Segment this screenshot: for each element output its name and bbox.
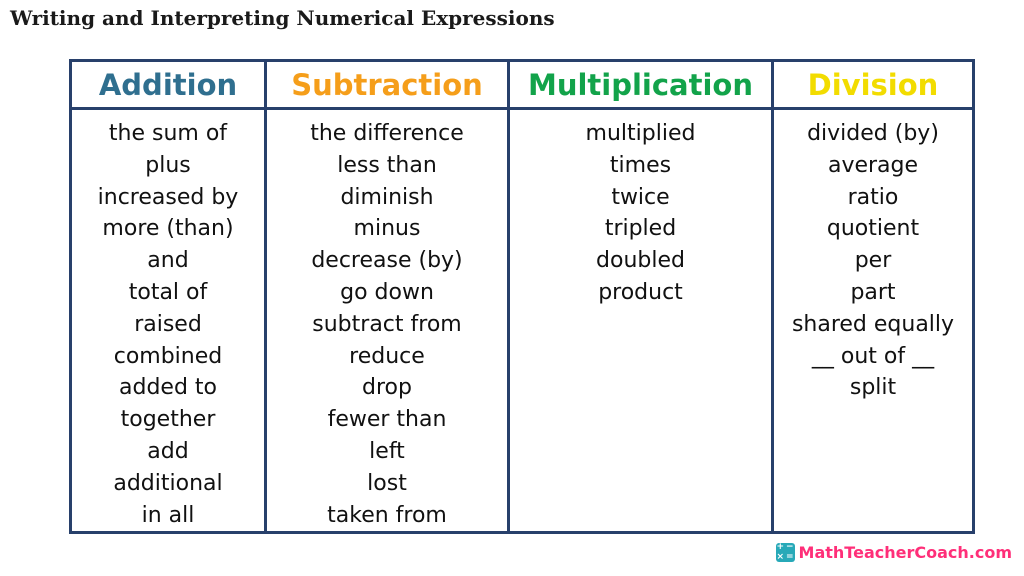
- term: add: [147, 438, 189, 464]
- term: tripled: [604, 216, 677, 242]
- term: product: [598, 279, 683, 305]
- term: added to: [119, 375, 217, 401]
- terms-row: [71, 109, 974, 533]
- division-terms: [773, 109, 974, 533]
- term: combined: [113, 343, 223, 369]
- term: average: [827, 152, 919, 178]
- brand-logo: [776, 543, 1012, 562]
- term: lost: [367, 470, 407, 496]
- term: ratio: [847, 184, 899, 210]
- header-row: [71, 61, 974, 109]
- term: subtract from: [312, 311, 462, 337]
- brand-text: MathTeacherCoach.com: [798, 543, 1012, 562]
- term: decrease (by): [311, 248, 463, 274]
- term: additional: [113, 470, 223, 496]
- term: shared equally: [791, 311, 955, 337]
- term: twice: [611, 184, 670, 210]
- term: part: [850, 279, 896, 305]
- heading-subtraction: Subtraction: [266, 61, 509, 109]
- heading-addition: Addition: [71, 61, 266, 109]
- term: and: [147, 248, 189, 274]
- term: doubled: [596, 248, 685, 274]
- term: total of: [128, 279, 208, 305]
- term: drop: [362, 375, 412, 401]
- term: raised: [134, 311, 202, 337]
- term: divided (by): [807, 121, 939, 146]
- vocabulary-table: [69, 59, 975, 534]
- multiplication-terms: [509, 109, 773, 533]
- term: together: [120, 407, 216, 433]
- term: the difference: [310, 121, 464, 146]
- heading-multiplication: Multiplication: [509, 61, 773, 109]
- subtraction-terms: [266, 109, 509, 533]
- term: __ out of __: [811, 343, 935, 369]
- term: left: [369, 438, 405, 464]
- term: fewer than: [327, 407, 447, 433]
- term: plus: [145, 152, 191, 178]
- heading-division: Division: [773, 61, 974, 109]
- term: reduce: [349, 343, 425, 369]
- term: multiplied: [585, 121, 696, 146]
- calculator-icon: + − × =: [776, 542, 794, 562]
- addition-terms: [71, 109, 266, 533]
- page-title: Writing and Interpreting Numerical Expressions: [10, 6, 555, 30]
- term: per: [854, 248, 892, 274]
- term: quotient: [826, 216, 920, 242]
- term: split: [849, 375, 897, 401]
- term: go down: [340, 279, 434, 305]
- term: less than: [337, 152, 437, 178]
- term: minus: [353, 216, 421, 242]
- term: in all: [141, 502, 195, 528]
- term: taken from: [327, 502, 447, 528]
- term: times: [609, 152, 672, 178]
- term: increased by: [97, 184, 239, 210]
- term: the sum of: [108, 121, 228, 146]
- term: diminish: [340, 184, 434, 210]
- term: more (than): [102, 216, 234, 242]
